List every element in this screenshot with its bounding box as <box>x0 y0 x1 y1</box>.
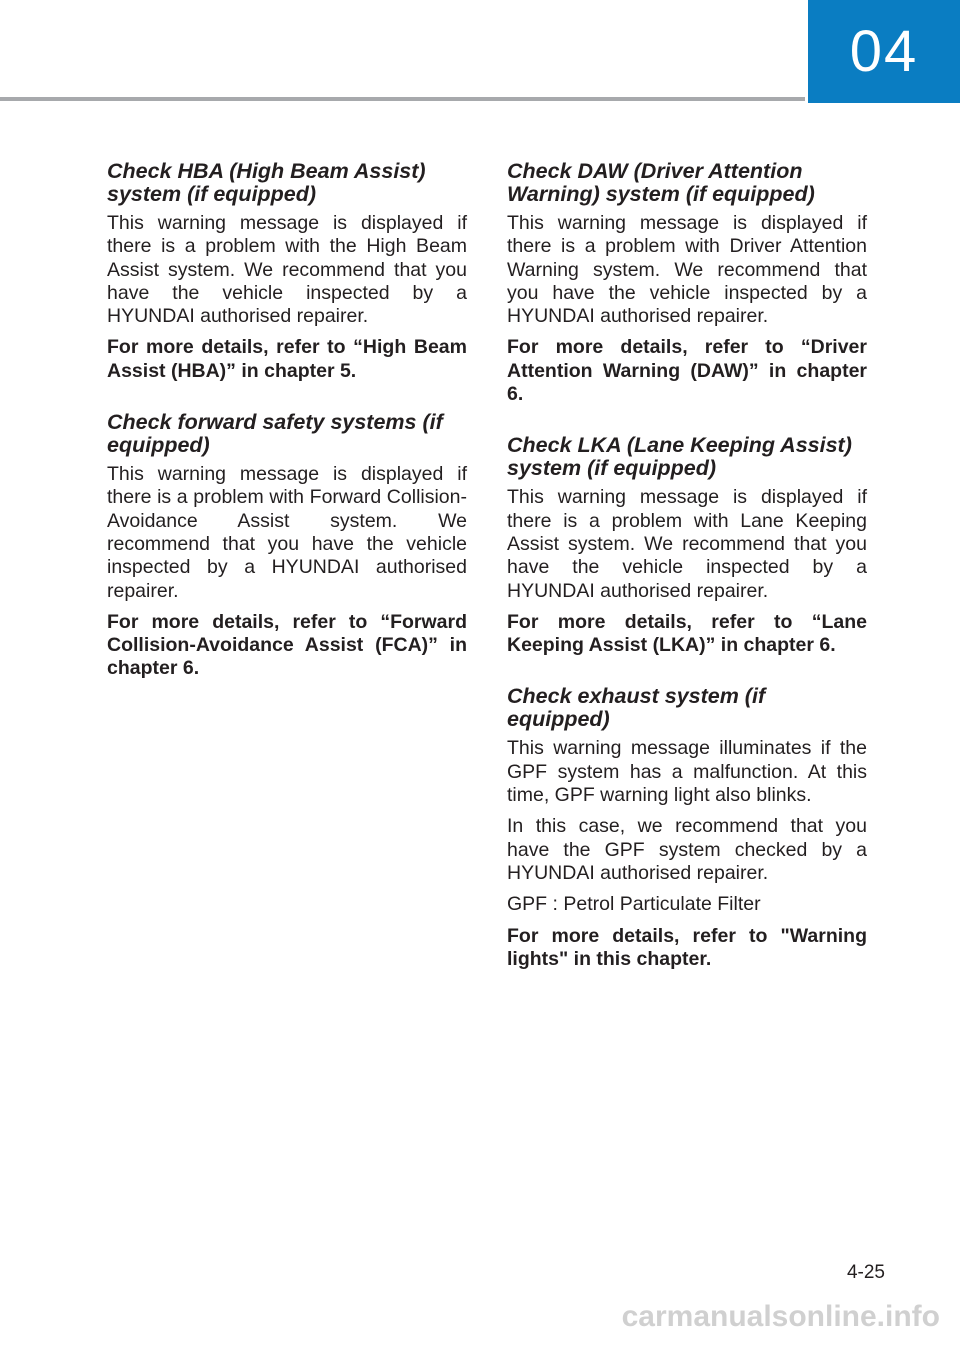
section-heading: Check forward safety systems (if equipped) <box>107 410 443 458</box>
section-body: This warning message is displayed if there is a problem with the High Beam Assist system. We recommend that you have the vehicle inspected by a HYUNDAI authorised repairer. <box>107 212 467 328</box>
right-column <box>507 160 867 999</box>
section-reference: For more details, refer to “High Beam Assist (HBA)” in chapter 5. <box>107 336 467 382</box>
section-body: This warning message illuminates if the GPF system has a malfunction. At this time, GPF warning light also blinks. <box>507 737 867 807</box>
header-divider <box>0 97 805 101</box>
section-heading: Check exhaust system (if equipped) <box>507 684 766 732</box>
watermark: carmanualsonline.info <box>621 1300 940 1333</box>
section-body: This warning message is displayed if there is a problem with Driver Attention Warning system. We recommend that you have the vehicle inspected by a HYUNDAI authorised repairer. <box>507 212 867 328</box>
section-exhaust <box>507 685 867 971</box>
section-reference: For more details, refer to “Driver Attention Warning (DAW)” in chapter 6. <box>507 336 867 406</box>
section-body: This warning message is displayed if there is a problem with Forward Collision-Avoidance Assist system. We recommend that you have the vehicle inspected by a HYUNDAI authorised repairer. <box>107 463 467 602</box>
page-number: 4-25 <box>846 1262 885 1283</box>
section-body: This warning message is displayed if there is a problem with Lane Keeping Assist system. We recommend that you have the vehicle inspected by a HYUNDAI authorised repairer. <box>507 486 867 602</box>
section-body-2: In this case, we recommend that you have the GPF system checked by a HYUNDAI authorised repairer. <box>507 815 867 884</box>
section-lka <box>507 434 867 657</box>
section-forward-safety <box>107 411 467 681</box>
section-reference: For more details, refer to “Forward Collision-Avoidance Assist (FCA)” in chapter 6. <box>107 610 467 680</box>
left-column <box>107 160 467 709</box>
section-heading: Check DAW (Driver Attention Warning) system (if equipped) <box>507 159 815 206</box>
section-heading: Check LKA (Lane Keeping Assist) system (if equipped) <box>507 433 852 481</box>
section-daw <box>507 160 867 406</box>
section-body-3: GPF : Petrol Particulate Filter <box>507 893 761 916</box>
chapter-number: 04 <box>849 19 919 84</box>
chapter-tab <box>808 0 960 103</box>
section-reference: For more details, refer to "Warning lights" in this chapter. <box>507 924 867 970</box>
section-reference: For more details, refer to “Lane Keeping Assist (LKA)” in chapter 6. <box>507 610 867 657</box>
section-heading: Check HBA (High Beam Assist) system (if equipped) <box>107 159 426 206</box>
section-hba <box>107 160 467 383</box>
